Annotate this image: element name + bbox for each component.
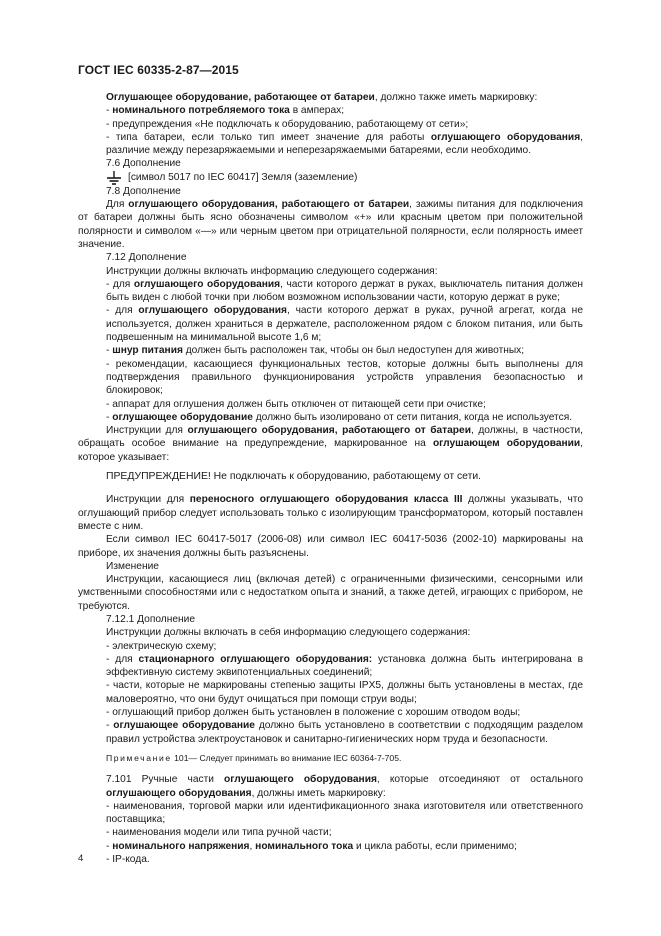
list-item: - предупреждения «Не подключать к оборудованию, работающему от сети»; <box>106 118 469 130</box>
list-item: - для оглушающего оборудования, части которого держат в руках, ручной агрегат, когда не используется, должен храниться в держателе, расположенном рядом с блоком питания, или быть подвешенным на минимальной высоте 1,6 м; <box>106 305 583 344</box>
list-item: - номинального напряжения, номинального тока и цикла работы, если применимо; <box>106 840 517 852</box>
paragraph: Инструкции для оглушающего оборудования, работающего от батареи, должны, в частности, обращать особое внимание на предупреждение, маркированное на оглушающем оборудовании, которое указывает: <box>78 425 584 463</box>
ground-symbol-line <box>78 171 583 185</box>
document-body <box>78 91 583 866</box>
section-heading: 7.12.1 Дополнение <box>106 613 196 625</box>
paragraph: Для оглушающего оборудования, работающего от батареи, зажимы питания для подключения от батареи должны быть ясно обозначены символом «+» или красным цветом при положительной полярности и символом «—» или черным цветом при отрицательной полярности, если полярность имеет значение. <box>78 199 583 250</box>
list-item: - для стационарного оглушающего оборудования: установка должна быть интегрирована в эффективную систему эквипотенциальных соединений; <box>106 653 583 679</box>
list-item: - аппарат для оглушения должен быть отключен от питающей сети при очистке; <box>106 398 486 410</box>
list-item: - оглушающий прибор должен быть установлен в положение с хорошим отводом воды; <box>106 707 521 719</box>
list-item: - рекомендации, касающиеся функциональных тестов, которые должны быть выполнены для подтверждения правильного функционирования устройств управления безопасностью и блокировок; <box>106 358 583 397</box>
paragraph: Оглушающее оборудование, работающее от батареи, должно также иметь маркировку: <box>106 92 538 103</box>
list-item: - оглушающее оборудование должно быть установлено в соответствии с подходящим разделом правил устройства электроустановок и санитарно-гигиенических норм труда и безопасности. <box>106 720 583 745</box>
list-item: - шнур питания должен быть расположен так, чтобы он был недоступен для животных; <box>106 345 525 357</box>
note: Примечание 101— Следует принимать во внимание IEC 60364-7-705. <box>106 752 402 763</box>
section-heading: 7.12 Дополнение <box>106 252 187 264</box>
paragraph: Инструкции должны включать информацию следующего содержания: <box>106 265 438 277</box>
section-heading: Изменение <box>106 560 159 572</box>
list-item: - IP-кода. <box>106 854 150 866</box>
warning-text: ПРЕДУПРЕЖДЕНИЕ! Не подключать к оборудованию, работающему от сети. <box>106 471 482 483</box>
list-item: - наименования, торговой марки или идентификационного знака изготовителя или ответственного поставщика; <box>106 800 583 826</box>
paragraph: Инструкции, касающиеся лиц (включая детей) с ограниченными физическими, сенсорными или умственными способностями или с недостатком опыта и знаний, а также детей, играющих с прибором, не требуются. <box>78 574 583 612</box>
list-item: - наименования модели или типа ручной части; <box>106 827 332 839</box>
ground-symbol-text: [символ 5017 по IEC 60417] Земля (заземление) <box>128 172 358 184</box>
section-paragraph: 7.101 Ручные части оглушающего оборудования, которые отсоединяют от остального оглушающего оборудования, должны иметь маркировку: <box>106 774 583 799</box>
paragraph: Инструкции для переносного оглушающего оборудования класса III должны указывать, что оглушающий прибор следует использовать только с изолирующим трансформатором, который поставлен вместе с ним. <box>78 494 584 532</box>
page-number: 4 <box>78 853 84 864</box>
list-item: - номинального потребляемого тока в амперах; <box>106 105 345 117</box>
section-heading: 7.8 Дополнение <box>106 185 181 197</box>
list-item: - для оглушающего оборудования, части которого держат в руках, выключатель питания должен быть виден с любой точки при любом возможном использовании части, которую держат в руке; <box>106 278 583 304</box>
list-item: - части, которые не маркированы степенью защиты IPX5, должны быть установлены в местах, где маловероятно, что они будут очищаться при помощи струи воды; <box>106 680 583 705</box>
list-item: - типа батареи, если только тип имеет значение для работы оглушающего оборудования, различие между перезаряжаемыми и неперезаряжаемыми батареями, если необходимо. <box>106 131 583 157</box>
paragraph: Инструкции должны включать в себя информацию следующего содержания: <box>106 627 471 639</box>
note-label: Примечание <box>106 752 172 763</box>
document-header: ГОСТ IEC 60335-2-87—2015 <box>78 63 239 77</box>
list-item: - оглушающее оборудование должно быть изолировано от сети питания, когда не используется. <box>106 411 573 423</box>
earth-ground-icon <box>106 171 122 185</box>
section-heading: 7.6 Дополнение <box>106 158 181 170</box>
list-item: - электрическую схему; <box>106 640 217 652</box>
paragraph: Если символ IEC 60417-5017 (2006-08) или символ IEC 60417-5036 (2002-10) маркированы на приборе, их значения должны быть разъяснены. <box>78 534 583 559</box>
